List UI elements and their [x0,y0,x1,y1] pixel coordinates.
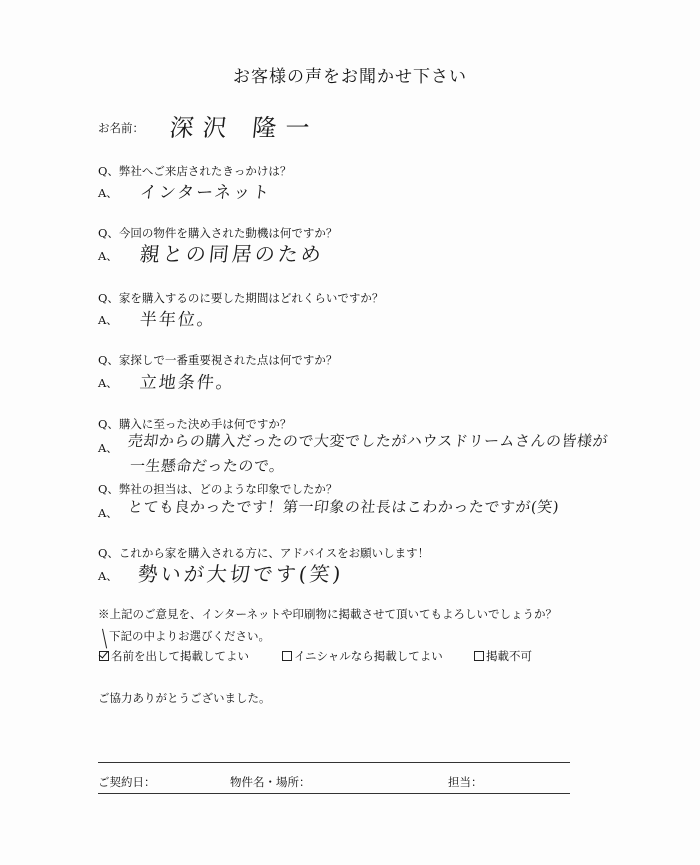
consent-option-3[interactable] [474,648,532,664]
consent-option-2-label: イニシャルなら掲載してよい [294,649,443,663]
answer-3-label: A、 [98,313,118,327]
answer-4: 立地条件。 [138,373,236,393]
question-2: Q、今回の物件を購入された動機は何ですか？ [98,226,338,240]
question-1: Q、弊社へご来店されたきっかけは？ [98,164,292,178]
answer-7: 勢いが大切です(笑) [136,562,345,586]
answer-2: 親との同居のため [138,242,326,266]
consent-option-2[interactable] [282,648,443,664]
answer-1: インターネット [138,183,273,203]
answer-7-label: A、 [98,569,118,583]
staff-label: 担当： [448,775,483,789]
name-label: お名前： [98,121,144,135]
consent-notice: ※上記のご意見を、インターネットや印刷物に掲載させて頂いてもよろしいでしょうか？ [98,607,557,621]
property-label: 物件名・場所： [230,775,311,789]
answer-1-label: A、 [98,186,118,200]
footer-top-rule [98,762,570,763]
answer-6-label: A、 [98,506,118,520]
contract-date-label: ご契約日： [98,775,156,789]
answer-3: 半年位。 [138,310,217,330]
answer-5-line-2: 一生懸命だったので。 [129,457,286,475]
answer-5-line-1: 売却からの購入だったので大変でしたがハウスドリームさんの皆様が [127,432,609,450]
footer-bottom-rule [98,793,570,794]
question-4: Q、家探しで一番重要視された点は何ですか？ [98,353,338,367]
name-value: 深沢 隆一 [168,114,320,142]
consent-option-1[interactable] [99,648,249,664]
answer-4-label: A、 [98,376,118,390]
question-6: Q、弊社の担当は、どのような印象でしたか？ [98,482,338,496]
checkbox-icon[interactable] [282,651,292,661]
answer-6: とても良かったです！第一印象の社長はこわかったですが(笑) [127,498,561,516]
question-7: Q、これから家を購入される方に、アドバイスをお願いします！ [98,546,430,560]
consent-option-3-label: 掲載不可 [486,649,532,663]
consent-instruction: 下記の中よりお選びください。 [109,629,270,643]
consent-option-1-label: 名前を出して掲載してよい [111,649,249,663]
question-5: Q、購入に至った決め手は何ですか？ [98,417,292,431]
answer-2-label: A、 [98,249,118,263]
thanks-message: ご協力ありがとうございました。 [98,691,271,705]
question-3: Q、家を購入するのに要した期間はどれくらいですか？ [98,291,384,305]
answer-5-label: A、 [98,441,118,455]
checkbox-checked-icon[interactable] [99,651,109,661]
form-title: お客様の声をお聞かせ下さい [233,67,467,87]
checkbox-icon[interactable] [474,651,484,661]
